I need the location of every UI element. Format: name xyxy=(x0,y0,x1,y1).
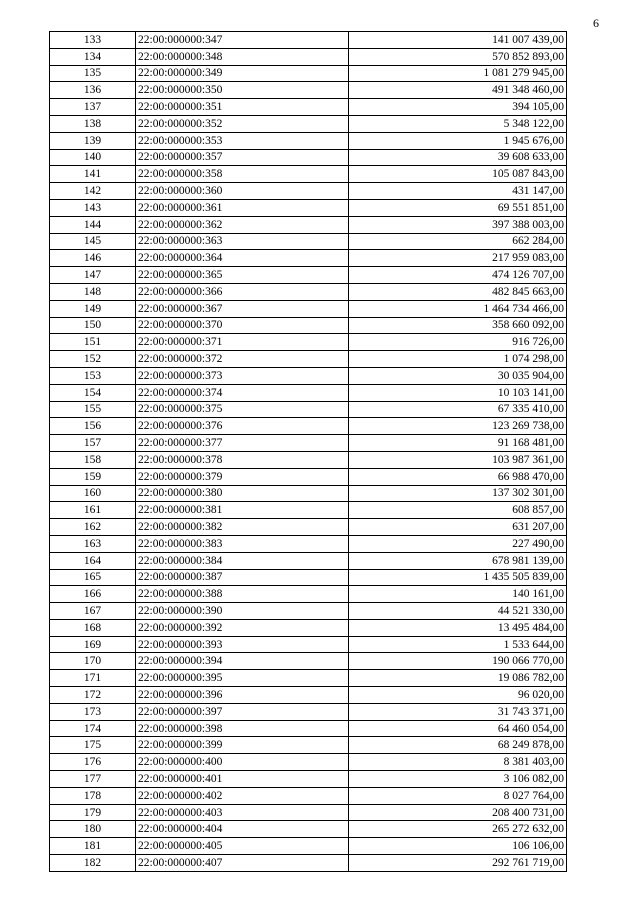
cadastral-number: 22:00:000000:376 xyxy=(136,418,349,435)
row-number: 170 xyxy=(50,653,136,670)
table-row xyxy=(50,401,567,418)
cadastral-value: 68 249 878,00 xyxy=(349,737,567,754)
table-row xyxy=(50,115,567,132)
cadastral-number: 22:00:000000:380 xyxy=(136,485,349,502)
cadastral-number: 22:00:000000:405 xyxy=(136,838,349,855)
cadastral-number: 22:00:000000:373 xyxy=(136,367,349,384)
cadastral-value: 394 105,00 xyxy=(349,99,567,116)
cadastral-value: 31 743 371,00 xyxy=(349,703,567,720)
cadastral-number: 22:00:000000:366 xyxy=(136,283,349,300)
row-number: 156 xyxy=(50,418,136,435)
cadastral-value: 19 086 782,00 xyxy=(349,670,567,687)
row-number: 181 xyxy=(50,838,136,855)
table-row xyxy=(50,250,567,267)
row-number: 161 xyxy=(50,502,136,519)
row-number: 164 xyxy=(50,552,136,569)
cadastral-value: 5 348 122,00 xyxy=(349,115,567,132)
cadastral-number: 22:00:000000:347 xyxy=(136,32,349,49)
row-number: 143 xyxy=(50,199,136,216)
table-row xyxy=(50,166,567,183)
row-number: 162 xyxy=(50,519,136,536)
row-number: 151 xyxy=(50,334,136,351)
table-row xyxy=(50,149,567,166)
cadastral-number: 22:00:000000:403 xyxy=(136,804,349,821)
table-row xyxy=(50,771,567,788)
table-row xyxy=(50,519,567,536)
cadastral-value: 13 495 484,00 xyxy=(349,619,567,636)
cadastral-number: 22:00:000000:383 xyxy=(136,535,349,552)
row-number: 177 xyxy=(50,771,136,788)
row-number: 148 xyxy=(50,283,136,300)
row-number: 169 xyxy=(50,636,136,653)
row-number: 147 xyxy=(50,267,136,284)
cadastral-value: 103 987 361,00 xyxy=(349,451,567,468)
table-row xyxy=(50,32,567,49)
table-row xyxy=(50,283,567,300)
row-number: 166 xyxy=(50,586,136,603)
table-row xyxy=(50,199,567,216)
row-number: 175 xyxy=(50,737,136,754)
cadastral-number: 22:00:000000:394 xyxy=(136,653,349,670)
cadastral-value: 91 168 481,00 xyxy=(349,435,567,452)
cadastral-value: 1 533 644,00 xyxy=(349,636,567,653)
table-row xyxy=(50,737,567,754)
row-number: 140 xyxy=(50,149,136,166)
row-number: 155 xyxy=(50,401,136,418)
cadastral-value: 39 608 633,00 xyxy=(349,149,567,166)
cadastral-number: 22:00:000000:407 xyxy=(136,855,349,872)
cadastral-number: 22:00:000000:352 xyxy=(136,115,349,132)
row-number: 146 xyxy=(50,250,136,267)
cadastral-number: 22:00:000000:372 xyxy=(136,351,349,368)
row-number: 153 xyxy=(50,367,136,384)
cadastral-value: 8 381 403,00 xyxy=(349,754,567,771)
cadastral-value: 96 020,00 xyxy=(349,687,567,704)
cadastral-number: 22:00:000000:401 xyxy=(136,771,349,788)
cadastral-number: 22:00:000000:378 xyxy=(136,451,349,468)
cadastral-value: 123 269 738,00 xyxy=(349,418,567,435)
table-row xyxy=(50,687,567,704)
table-row xyxy=(50,603,567,620)
cadastral-number: 22:00:000000:399 xyxy=(136,737,349,754)
row-number: 178 xyxy=(50,787,136,804)
table-row xyxy=(50,569,567,586)
table-row xyxy=(50,586,567,603)
cadastral-number: 22:00:000000:361 xyxy=(136,199,349,216)
cadastral-value: 227 490,00 xyxy=(349,535,567,552)
cadastral-value: 69 551 851,00 xyxy=(349,199,567,216)
table-row xyxy=(50,183,567,200)
row-number: 167 xyxy=(50,603,136,620)
cadastral-value: 67 335 410,00 xyxy=(349,401,567,418)
row-number: 154 xyxy=(50,384,136,401)
cadastral-value: 482 845 663,00 xyxy=(349,283,567,300)
cadastral-value: 105 087 843,00 xyxy=(349,166,567,183)
cadastral-value: 292 761 719,00 xyxy=(349,855,567,872)
cadastral-number: 22:00:000000:362 xyxy=(136,216,349,233)
cadastral-value: 1 464 734 466,00 xyxy=(349,300,567,317)
cadastral-value: 30 035 904,00 xyxy=(349,367,567,384)
cadastral-number: 22:00:000000:390 xyxy=(136,603,349,620)
cadastral-value: 64 460 054,00 xyxy=(349,720,567,737)
table-row xyxy=(50,653,567,670)
cadastral-number: 22:00:000000:351 xyxy=(136,99,349,116)
row-number: 176 xyxy=(50,754,136,771)
cadastral-number: 22:00:000000:395 xyxy=(136,670,349,687)
row-number: 133 xyxy=(50,32,136,49)
table-row xyxy=(50,99,567,116)
cadastral-number: 22:00:000000:382 xyxy=(136,519,349,536)
table-row xyxy=(50,351,567,368)
row-number: 149 xyxy=(50,300,136,317)
table-row xyxy=(50,720,567,737)
cadastral-value: 1 435 505 839,00 xyxy=(349,569,567,586)
row-number: 138 xyxy=(50,115,136,132)
cadastral-value-table xyxy=(49,31,567,872)
table-row xyxy=(50,636,567,653)
cadastral-number: 22:00:000000:398 xyxy=(136,720,349,737)
cadastral-value: 140 161,00 xyxy=(349,586,567,603)
cadastral-value: 474 126 707,00 xyxy=(349,267,567,284)
row-number: 165 xyxy=(50,569,136,586)
row-number: 137 xyxy=(50,99,136,116)
row-number: 145 xyxy=(50,233,136,250)
cadastral-value: 265 272 632,00 xyxy=(349,821,567,838)
cadastral-value: 217 959 083,00 xyxy=(349,250,567,267)
cadastral-value: 106 106,00 xyxy=(349,838,567,855)
cadastral-value: 570 852 893,00 xyxy=(349,48,567,65)
cadastral-value: 662 284,00 xyxy=(349,233,567,250)
table-row xyxy=(50,670,567,687)
table-row xyxy=(50,418,567,435)
table-row xyxy=(50,855,567,872)
table-row xyxy=(50,367,567,384)
cadastral-number: 22:00:000000:357 xyxy=(136,149,349,166)
cadastral-number: 22:00:000000:404 xyxy=(136,821,349,838)
cadastral-number: 22:00:000000:374 xyxy=(136,384,349,401)
cadastral-number: 22:00:000000:363 xyxy=(136,233,349,250)
cadastral-number: 22:00:000000:370 xyxy=(136,317,349,334)
row-number: 179 xyxy=(50,804,136,821)
cadastral-number: 22:00:000000:371 xyxy=(136,334,349,351)
table-row xyxy=(50,703,567,720)
cadastral-number: 22:00:000000:367 xyxy=(136,300,349,317)
row-number: 180 xyxy=(50,821,136,838)
cadastral-number: 22:00:000000:397 xyxy=(136,703,349,720)
table-row xyxy=(50,535,567,552)
table-row xyxy=(50,838,567,855)
cadastral-number: 22:00:000000:353 xyxy=(136,132,349,149)
cadastral-number: 22:00:000000:400 xyxy=(136,754,349,771)
table-row xyxy=(50,132,567,149)
row-number: 172 xyxy=(50,687,136,704)
table-row xyxy=(50,754,567,771)
row-number: 141 xyxy=(50,166,136,183)
cadastral-number: 22:00:000000:402 xyxy=(136,787,349,804)
table-row xyxy=(50,267,567,284)
table-row xyxy=(50,821,567,838)
row-number: 150 xyxy=(50,317,136,334)
table-row xyxy=(50,485,567,502)
table-body xyxy=(50,32,567,872)
row-number: 173 xyxy=(50,703,136,720)
cadastral-value: 608 857,00 xyxy=(349,502,567,519)
cadastral-value: 10 103 141,00 xyxy=(349,384,567,401)
row-number: 174 xyxy=(50,720,136,737)
table-row xyxy=(50,384,567,401)
cadastral-number: 22:00:000000:392 xyxy=(136,619,349,636)
row-number: 159 xyxy=(50,468,136,485)
cadastral-number: 22:00:000000:360 xyxy=(136,183,349,200)
row-number: 136 xyxy=(50,82,136,99)
table-row xyxy=(50,65,567,82)
table-row xyxy=(50,804,567,821)
cadastral-value: 631 207,00 xyxy=(349,519,567,536)
row-number: 152 xyxy=(50,351,136,368)
row-number: 142 xyxy=(50,183,136,200)
cadastral-number: 22:00:000000:396 xyxy=(136,687,349,704)
row-number: 157 xyxy=(50,435,136,452)
table-row xyxy=(50,619,567,636)
table-row xyxy=(50,435,567,452)
cadastral-value: 1 074 298,00 xyxy=(349,351,567,368)
table-row xyxy=(50,451,567,468)
cadastral-number: 22:00:000000:384 xyxy=(136,552,349,569)
cadastral-value: 66 988 470,00 xyxy=(349,468,567,485)
table-row xyxy=(50,216,567,233)
cadastral-value: 208 400 731,00 xyxy=(349,804,567,821)
page-number: 6 xyxy=(593,16,599,30)
cadastral-number: 22:00:000000:348 xyxy=(136,48,349,65)
row-number: 139 xyxy=(50,132,136,149)
table-row xyxy=(50,317,567,334)
row-number: 171 xyxy=(50,670,136,687)
cadastral-number: 22:00:000000:377 xyxy=(136,435,349,452)
cadastral-number: 22:00:000000:387 xyxy=(136,569,349,586)
row-number: 168 xyxy=(50,619,136,636)
table-row xyxy=(50,468,567,485)
row-number: 182 xyxy=(50,855,136,872)
table-row xyxy=(50,82,567,99)
table-row xyxy=(50,300,567,317)
table-row xyxy=(50,48,567,65)
cadastral-value: 141 007 439,00 xyxy=(349,32,567,49)
cadastral-number: 22:00:000000:364 xyxy=(136,250,349,267)
cadastral-value: 358 660 092,00 xyxy=(349,317,567,334)
cadastral-value: 3 106 082,00 xyxy=(349,771,567,788)
cadastral-number: 22:00:000000:350 xyxy=(136,82,349,99)
table-row xyxy=(50,787,567,804)
cadastral-value: 1 945 676,00 xyxy=(349,132,567,149)
table-row xyxy=(50,334,567,351)
cadastral-number: 22:00:000000:358 xyxy=(136,166,349,183)
table-row xyxy=(50,233,567,250)
cadastral-number: 22:00:000000:393 xyxy=(136,636,349,653)
cadastral-number: 22:00:000000:365 xyxy=(136,267,349,284)
cadastral-value: 916 726,00 xyxy=(349,334,567,351)
row-number: 160 xyxy=(50,485,136,502)
cadastral-value: 190 066 770,00 xyxy=(349,653,567,670)
cadastral-value: 8 027 764,00 xyxy=(349,787,567,804)
row-number: 134 xyxy=(50,48,136,65)
cadastral-number: 22:00:000000:349 xyxy=(136,65,349,82)
cadastral-value: 137 302 301,00 xyxy=(349,485,567,502)
table-row xyxy=(50,502,567,519)
row-number: 163 xyxy=(50,535,136,552)
row-number: 158 xyxy=(50,451,136,468)
cadastral-number: 22:00:000000:388 xyxy=(136,586,349,603)
cadastral-value: 678 981 139,00 xyxy=(349,552,567,569)
cadastral-value: 431 147,00 xyxy=(349,183,567,200)
cadastral-value: 491 348 460,00 xyxy=(349,82,567,99)
cadastral-value: 1 081 279 945,00 xyxy=(349,65,567,82)
cadastral-number: 22:00:000000:375 xyxy=(136,401,349,418)
cadastral-number: 22:00:000000:381 xyxy=(136,502,349,519)
row-number: 135 xyxy=(50,65,136,82)
row-number: 144 xyxy=(50,216,136,233)
table-row xyxy=(50,552,567,569)
cadastral-number: 22:00:000000:379 xyxy=(136,468,349,485)
cadastral-value: 397 388 003,00 xyxy=(349,216,567,233)
cadastral-value: 44 521 330,00 xyxy=(349,603,567,620)
